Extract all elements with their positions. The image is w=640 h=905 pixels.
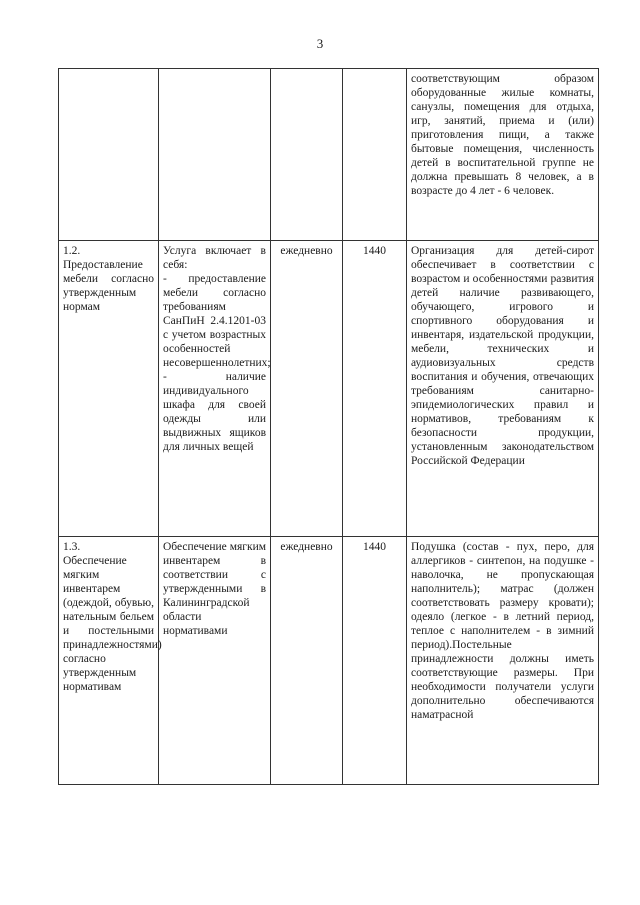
periodicity-cell: ежедневно (271, 241, 343, 537)
page-number: 3 (316, 36, 324, 51)
quality-cell: Организация для детей-сирот обеспечивает в соответствии с возрастом и особенностями развития детей наличие развивающего, обучающего, игрового и спортивного оборудования и инвентаря, издательской продукции, мебели, технических и аудиовизуальных средств воспитания и обучения, отвечающих требованиям санитарно-эпидемиологических правил и нормативов, требованиям к безопасности продукции, установленным законодательством Российской Федерации (407, 241, 599, 537)
table-row (59, 241, 599, 537)
volume-cell: 1440 (343, 537, 407, 785)
volume-cell: 1440 (343, 241, 407, 537)
quality-cell: Подушка (состав - пух, перо, для аллергиков - синтепон, на подушке - наволочка, не пропускающая наполнитель); матрас (должен соответствовать размеру кровати); одеяло (легкое - в летний период, теплое с наполнителем - в зимний период).Постельные принадлежности должны иметь соответствующие размеры. При необходимости получатели услуги дополнительно обеспечиваются наматрасной (407, 537, 599, 785)
service-name-cell: 1.2. Предоставление мебели согласно утвержденным нормам (59, 241, 159, 537)
table-row (59, 537, 599, 785)
service-content-cell: Обеспечение мягким инвентарем в соответствии с утвержденными в Калининградской области нормативами (159, 537, 271, 785)
volume-cell (343, 69, 407, 241)
quality-cell: соответствующим образом оборудованные жилые комнаты, санузлы, помещения для отдыха, игр, занятий, приема и (или) приготовления пищи, а также бытовые помещения, численность детей в воспитательной группе не должна превышать 8 человек, а в возрасте до 4 лет - 6 человек. (407, 69, 599, 241)
table-row (59, 69, 599, 241)
periodicity-cell: ежедневно (271, 537, 343, 785)
periodicity-cell (271, 69, 343, 241)
service-name-cell (59, 69, 159, 241)
service-name-cell: 1.3. Обеспечение мягким инвентарем (одеждой, обувью, нательным бельем и постельными принадлежностями) согласно утвержденным нормативам (59, 537, 159, 785)
service-content-cell (159, 69, 271, 241)
service-content-cell: Услуга включает в себя: - предоставление мебели согласно требованиям СанПиН 2.4.1201-03 с учетом возрастных особенностей несовершеннолетних; - наличие индивидуального шкафа для своей одежды или выдвижных ящиков для личных вещей (159, 241, 271, 537)
services-table (58, 68, 599, 785)
